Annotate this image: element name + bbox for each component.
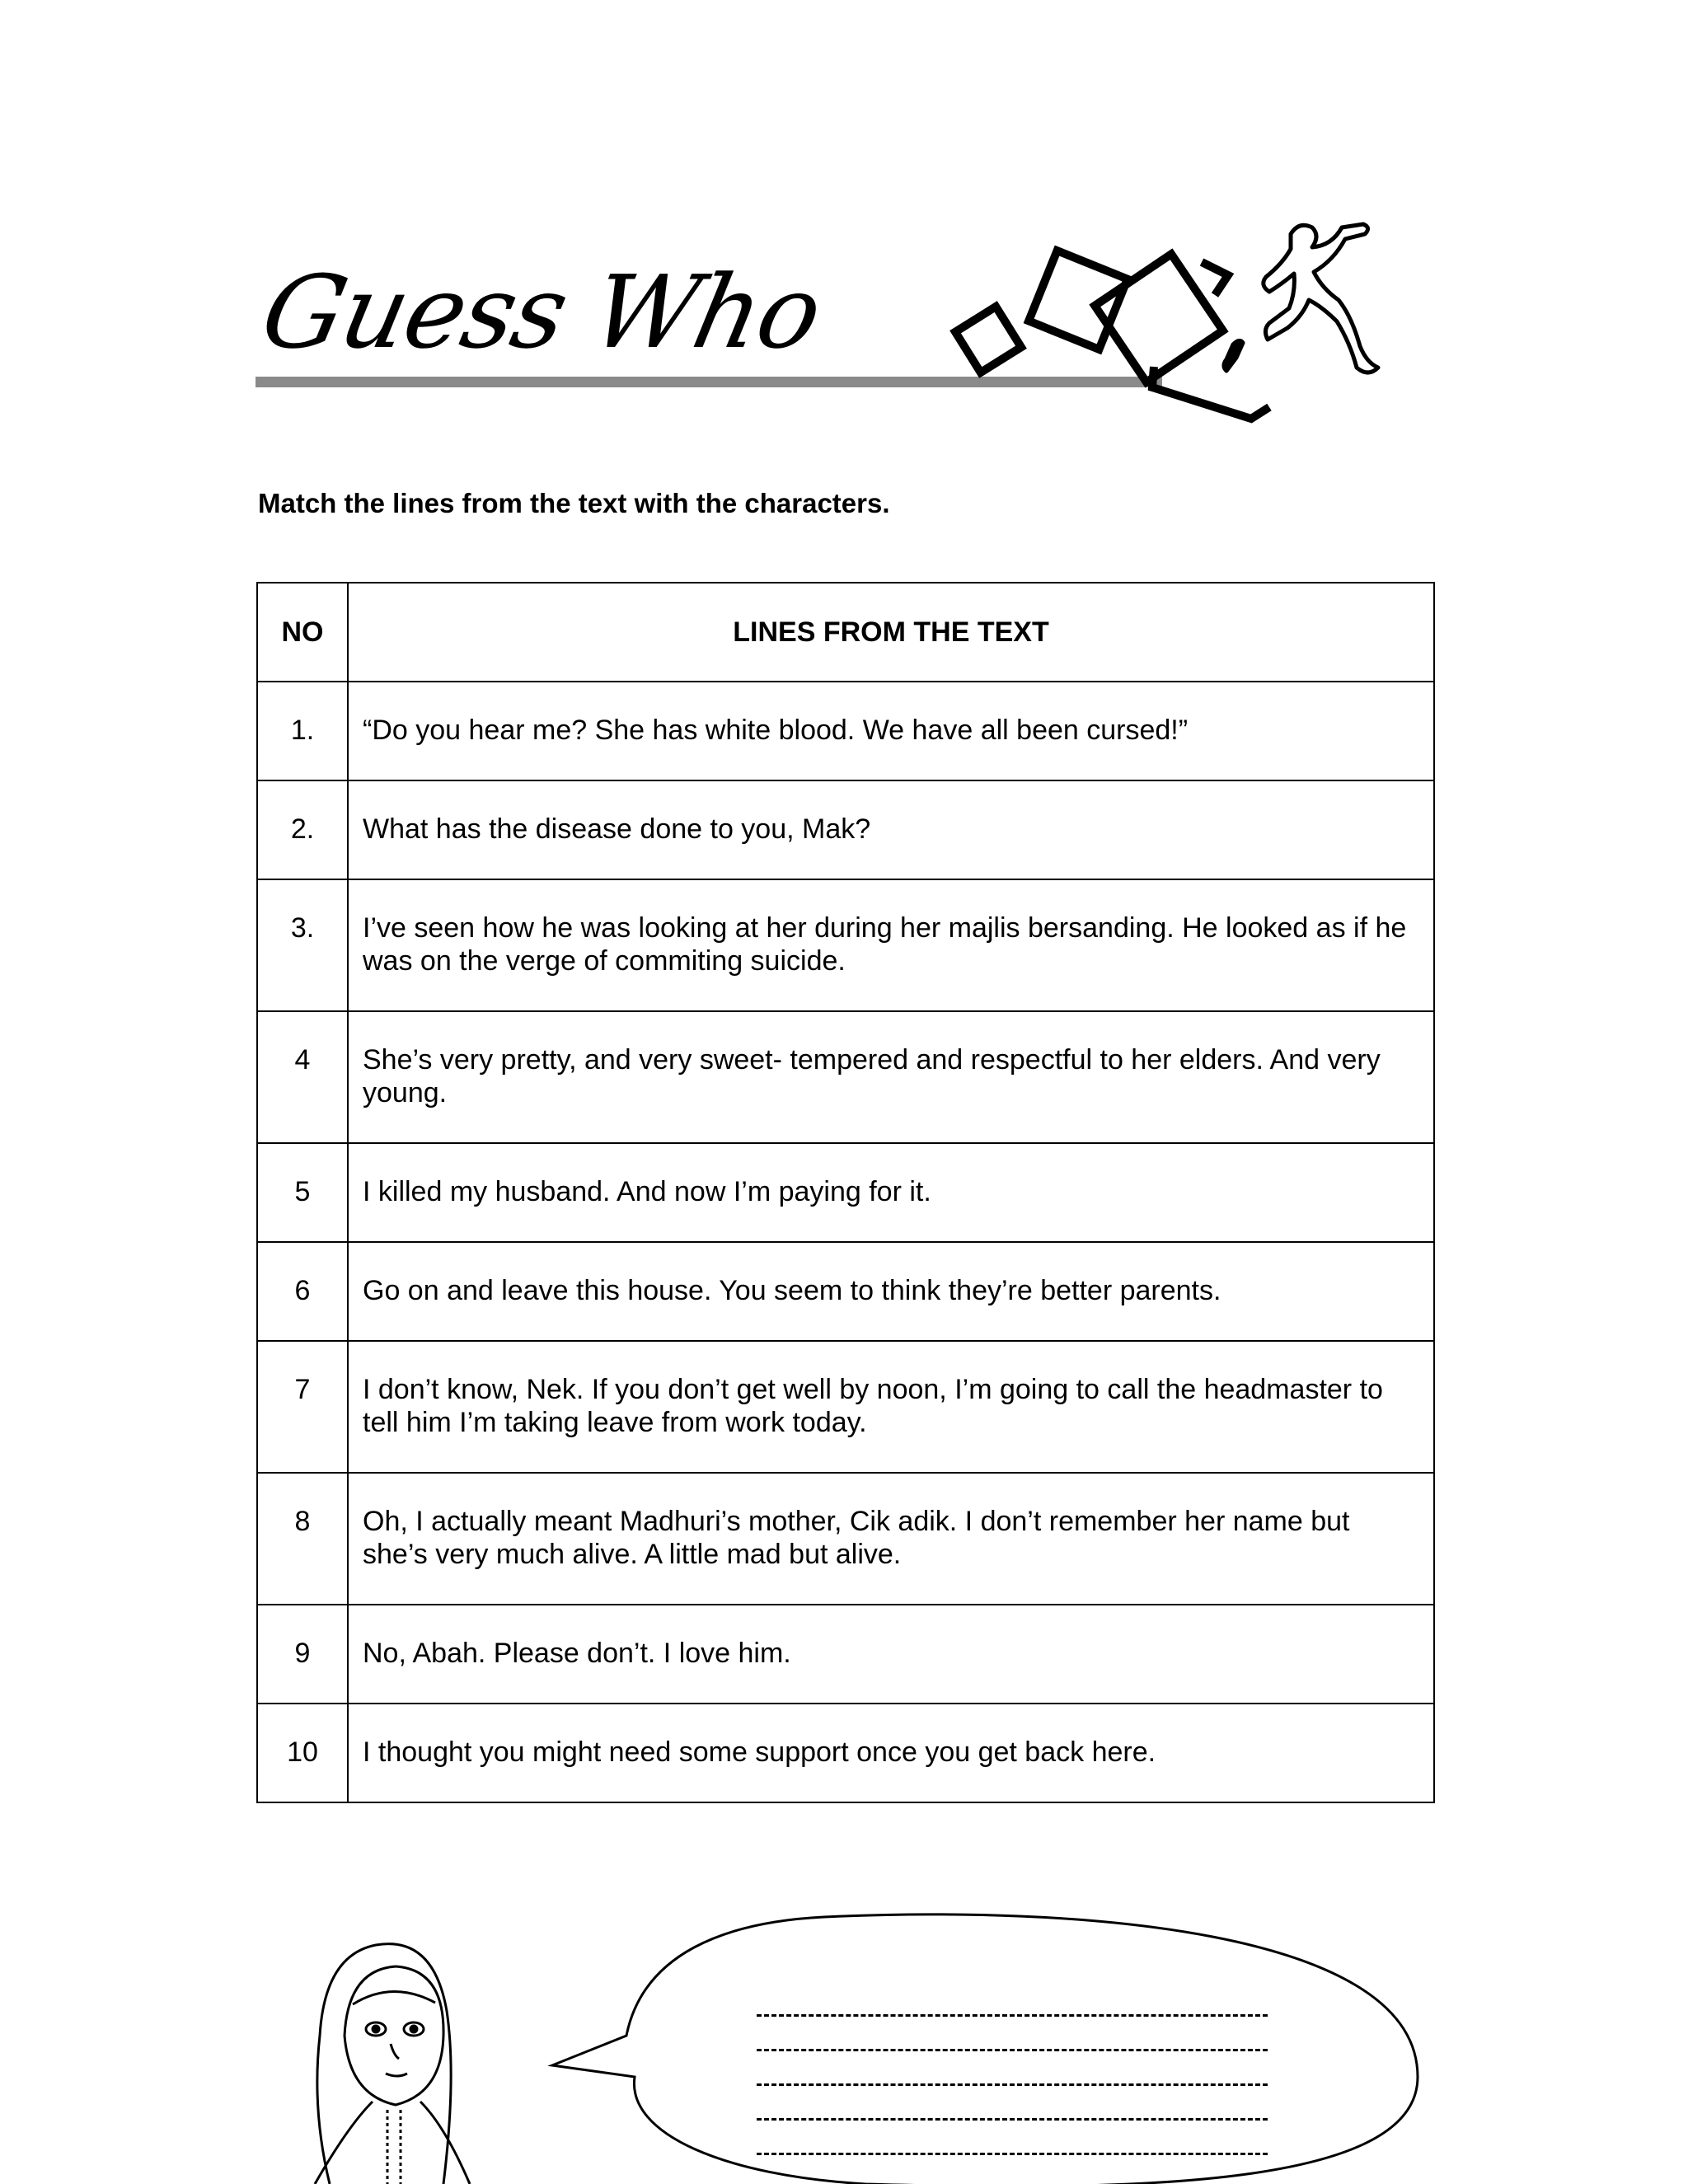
row-line-text: “Do you hear me? She has white blood. We have all been cursed!” [348, 682, 1434, 780]
footer-illustration [0, 1912, 1688, 2184]
row-number: 7 [257, 1341, 348, 1473]
header-decoration [0, 0, 1688, 462]
row-number: 5 [257, 1143, 348, 1242]
answer-line[interactable] [757, 2014, 1268, 2017]
row-number: 9 [257, 1605, 348, 1704]
body-outline-icon [1224, 224, 1378, 373]
row-number: 8 [257, 1473, 348, 1605]
falling-squares-icon [955, 251, 1269, 419]
row-number: 3. [257, 879, 348, 1011]
row-number: 2. [257, 780, 348, 879]
row-number: 6 [257, 1242, 348, 1341]
row-number: 1. [257, 682, 348, 780]
row-line-text: Go on and leave this house. You seem to think they’re better parents. [348, 1242, 1434, 1341]
row-line-text: Oh, I actually meant Madhuri’s mother, Cik adik. I don’t remember her name but she’s very much alive. A little mad but alive. [348, 1473, 1434, 1605]
row-line-text: No, Abah. Please don’t. I love him. [348, 1605, 1434, 1704]
girl-in-hijab-icon [315, 1944, 470, 2184]
table-row [257, 1605, 1434, 1704]
row-line-text: She’s very pretty, and very sweet- tempered and respectful to her elders. And very young. [348, 1011, 1434, 1143]
row-line-text: I thought you might need some support once you get back here. [348, 1704, 1434, 1802]
row-line-text: I don’t know, Nek. If you don’t get well by noon, I’m going to call the headmaster to tell him I’m taking leave from work today. [348, 1341, 1434, 1473]
table-row [257, 1143, 1434, 1242]
column-header-lines: LINES FROM THE TEXT [348, 583, 1434, 682]
answer-line[interactable] [757, 2083, 1268, 2086]
row-line-text: I’ve seen how he was looking at her during her majlis bersanding. He looked as if he was on the verge of commiting suicide. [348, 879, 1434, 1011]
answer-line[interactable] [757, 2049, 1268, 2051]
row-line-text: What has the disease done to you, Mak? [348, 780, 1434, 879]
instructions-text: Match the lines from the text with the characters. [258, 488, 890, 518]
table-row [257, 1011, 1434, 1143]
row-number: 10 [257, 1704, 348, 1802]
column-header-no: NO [257, 583, 348, 682]
table-header-row [257, 583, 1434, 682]
table-row [257, 1242, 1434, 1341]
title-underline [256, 377, 1162, 387]
table-row [257, 1473, 1434, 1605]
row-line-text: I killed my husband. And now I’m paying for it. [348, 1143, 1434, 1242]
table-row [257, 879, 1434, 1011]
table-row [257, 1704, 1434, 1802]
answer-line[interactable] [757, 2153, 1268, 2155]
table-row [257, 1341, 1434, 1473]
lines-table [256, 582, 1435, 1803]
answer-line[interactable] [757, 2118, 1268, 2121]
row-number: 4 [257, 1011, 348, 1143]
table-row [257, 682, 1434, 780]
table-row [257, 780, 1434, 879]
page-title: Guess Who [251, 254, 831, 371]
